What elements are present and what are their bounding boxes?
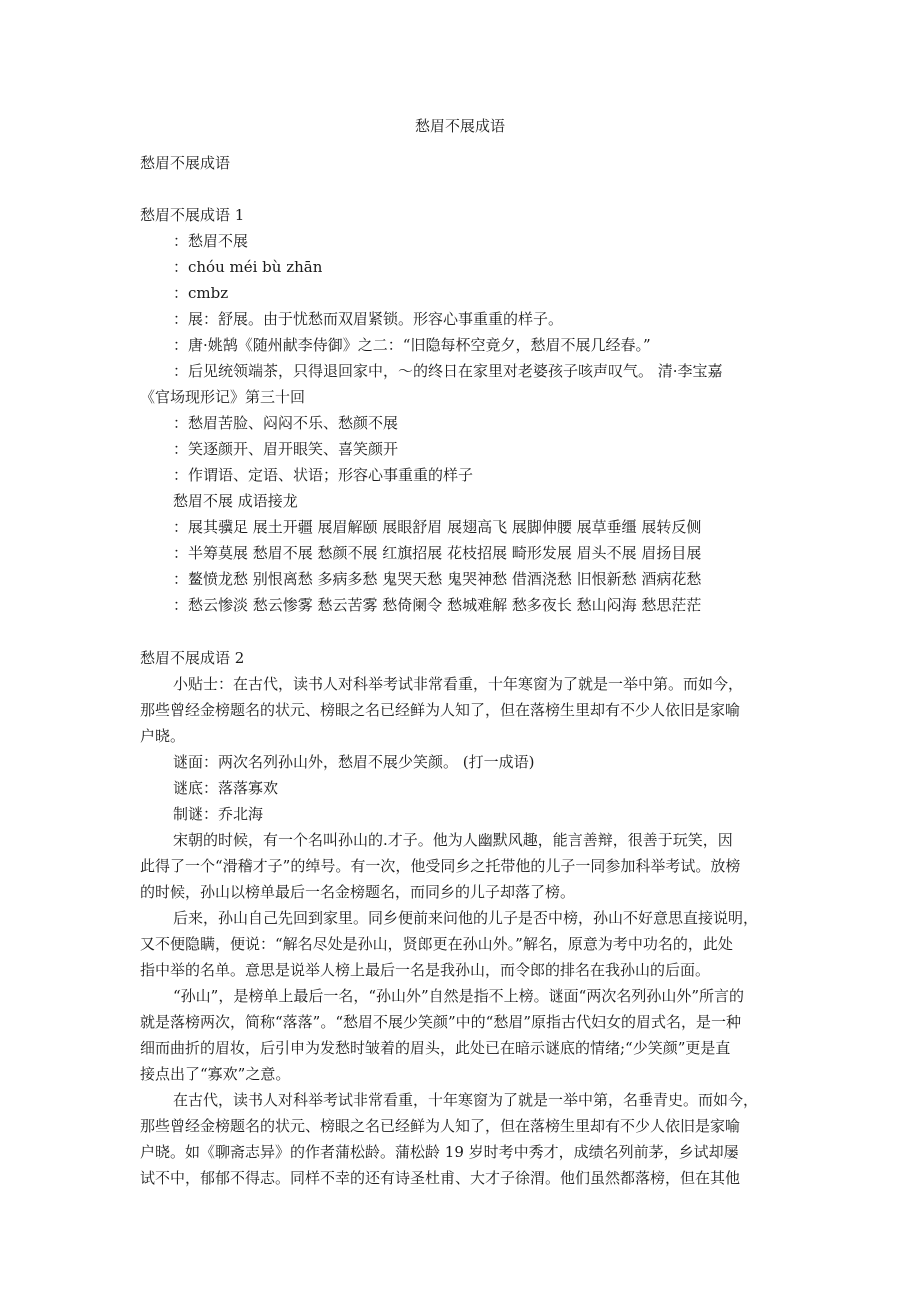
idiom-example-line-2: 《官场现形记》第三十回 <box>140 388 306 406</box>
idiom-usage: ：作谓语、定语、状语；形容心事重重的样子 <box>173 466 474 484</box>
idiom-chain-row: ：愁云惨淡 愁云惨雾 愁云苦雾 愁倚阑令 愁城难解 愁多夜长 愁山闷海 愁思茫茫 <box>173 596 702 614</box>
section-2-heading: 愁眉不展成语 2 <box>140 649 245 667</box>
paragraph-line: “孙山”，是榜单上最后一名，“孙山外”自然是指不上榜。谜面“两次名列孙山外”所言的 <box>173 987 745 1005</box>
paragraph-line: 又不便隐瞒，便说：“解名尽处是孙山，贤郎更在孙山外。”解名，原意为考中功名的，此处 <box>140 935 733 953</box>
idiom-chain-row: ：半筹莫展 愁眉不展 愁颜不展 红旗招展 花枝招展 畸形发展 眉头不展 眉扬目展 <box>173 544 702 562</box>
paragraph-line: 就是落榜两次，简称“落落”。“愁眉不展少笑颜”中的“愁眉”原指古代妇女的眉式名，是一种 <box>140 1013 742 1031</box>
paragraph-line: 试不中，郁郁不得志。同样不幸的还有诗圣杜甫、大才子徐渭。他们虽然都落榜，但在其他 <box>140 1169 741 1187</box>
idiom-chain-heading: 愁眉不展 成语接龙 <box>173 492 298 510</box>
idiom-name: ：愁眉不展 <box>173 232 249 250</box>
document-title: 愁眉不展成语 <box>414 117 505 135</box>
document-subtitle: 愁眉不展成语 <box>140 154 231 172</box>
paragraph-line: 指中举的名单。意思是说举人榜上最后一名是我孙山，而令郎的排名在我孙山的后面。 <box>140 961 711 979</box>
paragraph-line: 后来，孙山自己先回到家里。同乡便前来问他的儿子是否中榜，孙山不好意思直接说明， <box>173 909 759 927</box>
paragraph-line: 在古代，读书人对科举考试非常看重，十年寒窗为了就是一举中第，名垂青史。而如今， <box>173 1091 759 1109</box>
section-intro <box>140 150 790 176</box>
riddle-answer: 谜底：落落寡欢 <box>173 779 279 797</box>
tip-line: 那些曾经金榜题名的状元、榜眼之名已经鲜为人知了，但在落榜生里却有不少人依旧是家喻 <box>140 701 741 719</box>
idiom-abbreviation: ：cmbz <box>173 284 229 302</box>
section-2 <box>140 645 790 1191</box>
idiom-explanation: ：展：舒展。由于忧愁而双眉紧锁。形容心事重重的样子。 <box>173 310 564 328</box>
paragraph-line: 那些曾经金榜题名的状元、榜眼之名已经鲜为人知了，但在落榜生里却有不少人依旧是家喻 <box>140 1117 741 1135</box>
section-1-heading: 愁眉不展成语 1 <box>140 206 245 224</box>
paragraph-line: 的时候，孙山以榜单最后一名金榜题名，而同乡的儿子却落了榜。 <box>140 883 576 901</box>
idiom-synonyms: ：愁眉苦脸、闷闷不乐、愁颜不展 <box>173 414 399 432</box>
paragraph-line: 宋朝的时候，有一个名叫孙山的.才子。他为人幽默风趣，能言善辩，很善于玩笑，因 <box>173 831 733 849</box>
tip-line: 户晓。 <box>140 727 186 745</box>
riddle-face: 谜面：两次名列孙山外，愁眉不展少笑颜。 (打一成语) <box>173 753 535 771</box>
paragraph-line: 接点出了“寡欢”之意。 <box>140 1065 291 1083</box>
paragraph-line: 细而曲折的眉妆，后引申为发愁时皱着的眉头，此处已在暗示谜底的情绪;“少笑颜”更是直 <box>140 1039 731 1057</box>
tip-line: 小贴士：在古代，读书人对科举考试非常看重，十年寒窗为了就是一举中第。而如今， <box>173 675 744 693</box>
idiom-chain-row: ：鳌愤龙愁 别恨离愁 多病多愁 鬼哭天愁 鬼哭神愁 借酒浇愁 旧恨新愁 酒病花愁 <box>173 570 702 588</box>
idiom-source: ：唐·姚鹄《随州献李侍御》之二：“旧隐每杯空竟夕，愁眉不展几经春。” <box>173 336 651 354</box>
idiom-antonyms: ：笑逐颜开、眉开眼笑、喜笑颜开 <box>173 440 399 458</box>
idiom-pinyin: ：chóu méi bù zhān <box>173 258 323 276</box>
riddle-author: 制谜：乔北海 <box>173 805 264 823</box>
idiom-chain-row: ：展其骥足 展土开疆 展眉解颐 展眼舒眉 展翅高飞 展脚伸腰 展草垂缰 展转反侧 <box>173 518 702 536</box>
paragraph-line: 此得了一个“滑稽才子”的绰号。有一次，他受同乡之托带他的儿子一同参加科举考试。放榜 <box>140 857 741 875</box>
paragraph-line: 户晓。如《聊斋志异》的作者蒲松龄。蒲松龄 19 岁时考中秀才，成绩名列前茅，乡试却屡 <box>140 1143 739 1161</box>
section-1 <box>140 202 790 618</box>
idiom-example-line-1: ：后见统领端茶，只得退回家中，～的终日在家里对老婆孩子咳声叹气。 清·李宝嘉 <box>173 362 723 380</box>
